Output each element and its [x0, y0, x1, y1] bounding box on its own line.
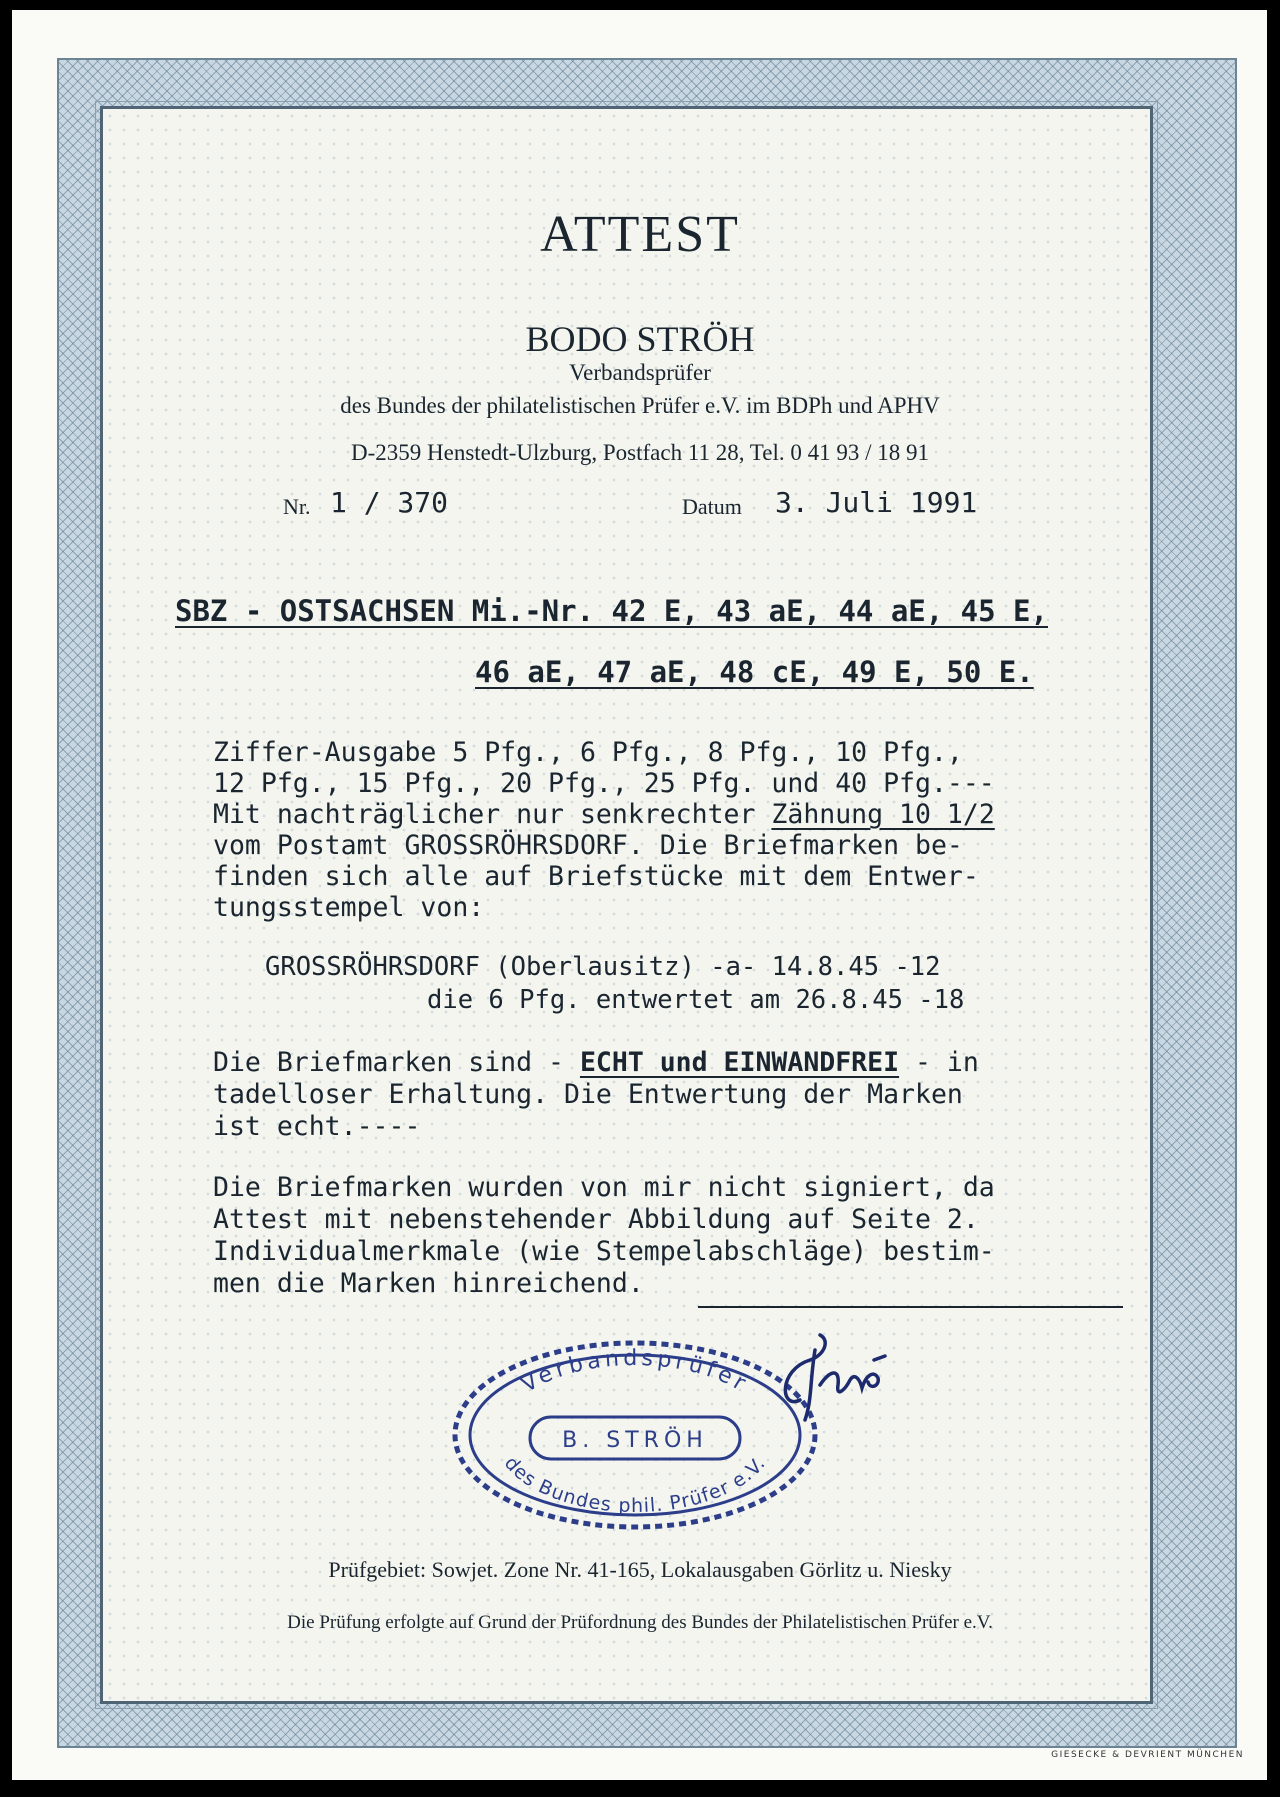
examiner-association: des Bundes der philatelistischen Prüfer e.V. im BDPh und APHV: [340, 393, 940, 418]
nr-value: 1 / 370: [330, 486, 449, 519]
notes-line-2: Attest mit nebenstehender Abbildung auf Seite 2.: [213, 1204, 979, 1235]
examination-scope: Prüfgebiet: Sowjet. Zone Nr. 41-165, Lokalausgaben Görlitz u. Niesky: [328, 1557, 952, 1582]
examination-basis: Die Prüfung erfolgte auf Grund der Prüfordnung des Bundes der Philatelistischen Prüfer e.V.: [287, 1612, 993, 1633]
verdict-result: ECHT und EINWANDFREI: [579, 1047, 900, 1078]
verdict-intro: Die Briefmarken sind -: [213, 1047, 580, 1078]
description-line-1: Ziffer-Ausgabe 5 Pfg., 6 Pfg., 8 Pfg., 10 Pfg.,: [213, 737, 963, 768]
seal-center-text: B. STRÖH: [562, 1428, 708, 1453]
catalog-line-1: SBZ - OSTSACHSEN Mi.-Nr. 42 E, 43 aE, 44 aE, 45 E,: [175, 594, 1048, 628]
description-line-4: vom Postamt GROSSRÖHRSDORF. Die Briefmarken be-: [213, 830, 963, 861]
perforation-intro: Mit nachträglicher nur senkrechter: [213, 799, 772, 830]
seal-bottom-text: des Bundes phil. Prüfer e.V.: [499, 1452, 771, 1518]
certificate-title: ATTEST: [540, 206, 740, 263]
nr-label: Nr.: [283, 494, 311, 519]
examiner-name: BODO STRÖH: [525, 319, 755, 359]
description-line-3: [213, 799, 995, 830]
verdict-outro: - in: [899, 1047, 979, 1078]
date-value: 3. Juli 1991: [775, 486, 978, 519]
notes-line-3: Individualmerkmale (wie Stempelabschläge) bestim-: [213, 1236, 995, 1267]
seal-top-text: Verbandsprüfer: [517, 1345, 753, 1398]
description-line-2: 12 Pfg., 15 Pfg., 20 Pfg., 25 Pfg. und 40 Pfg.---: [213, 768, 995, 799]
date-label: Datum: [682, 494, 742, 519]
verdict-line-2: tadelloser Erhaltung. Die Entwertung der Marken: [213, 1079, 963, 1110]
signature-fill-line: [698, 1306, 1123, 1308]
examiner-address: D-2359 Henstedt-Ulzburg, Postfach 11 28, Tel. 0 41 93 / 18 91: [350, 440, 929, 465]
verdict-line-1: [213, 1047, 979, 1078]
handwritten-signature: [770, 1330, 900, 1430]
printer-imprint: GIESECKE & DEVRIENT MÜNCHEN: [1051, 1750, 1244, 1760]
notes-line-4: men die Marken hinreichend.: [213, 1268, 644, 1299]
verdict-line-3: ist echt.----: [213, 1111, 421, 1142]
cancellation-line-2: die 6 Pfg. entwertet am 26.8.45 -18: [427, 985, 965, 1015]
catalog-line-2: 46 aE, 47 aE, 48 cE, 49 E, 50 E.: [475, 655, 1034, 689]
examiner-role: Verbandsprüfer: [569, 360, 711, 385]
description-line-6: tungsstempel von:: [213, 892, 485, 923]
cancellation-line-1: GROSSRÖHRSDORF (Oberlausitz) -a- 14.8.45 -12: [265, 952, 941, 982]
notes-line-1: Die Briefmarken wurden von mir nicht signiert, da: [213, 1172, 995, 1203]
description-line-5: finden sich alle auf Briefstücke mit dem Entwer-: [213, 861, 979, 892]
perforation-value: Zähnung 10 1/2: [771, 799, 995, 830]
